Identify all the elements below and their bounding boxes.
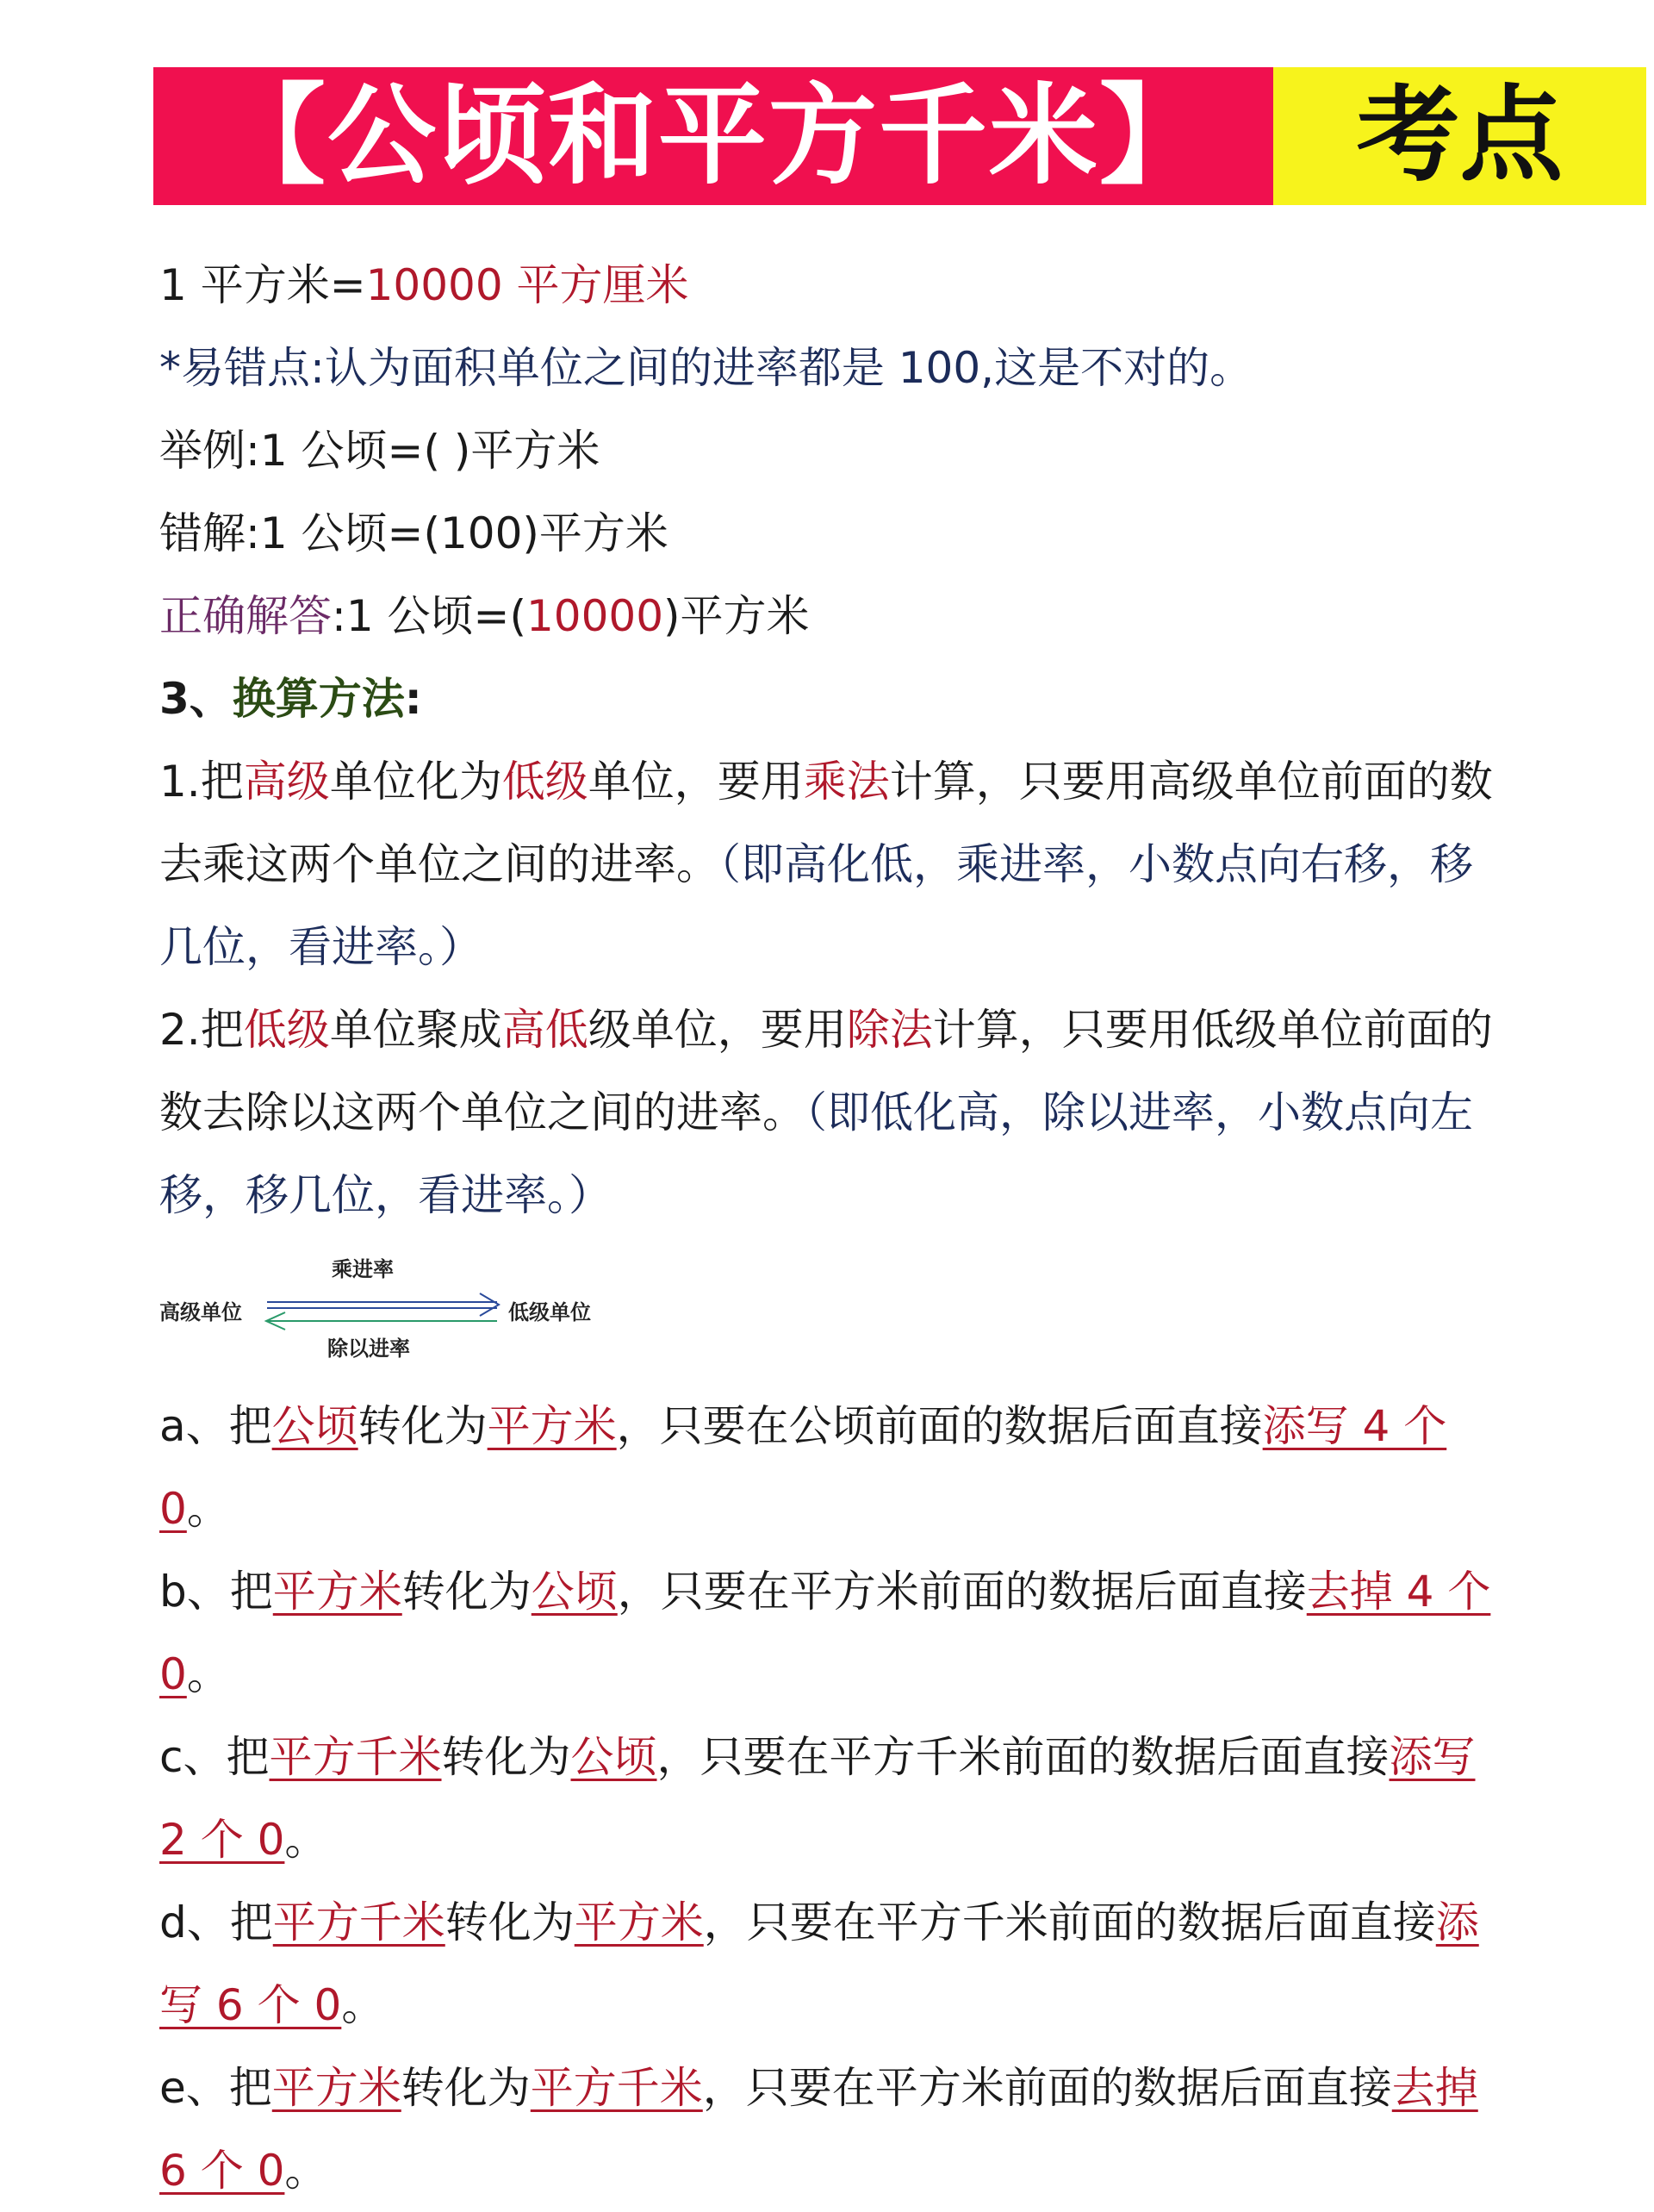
conv-e-rest: ，只要在平方米前面的数据后面直接 [702,2063,1392,2113]
section-colon: : [404,674,422,724]
m2-p5: 级单位，要用 [588,1005,847,1055]
conv-e-mid: 转化为 [401,2063,531,2113]
correct-value: 10000 [525,591,664,641]
header-title: 【公顷和平方千米】 [153,67,1273,205]
conv-b-to: 公顷 [531,1567,618,1617]
diagram-arrows [159,1243,521,1373]
fact-left: 1 平方米= [159,260,366,310]
conv-a-to: 平方米 [487,1401,617,1451]
m1-p3: 单位化为 [329,757,502,807]
section-heading [159,657,1503,740]
conv-a-rest: ，只要在公顷前面的数据后面直接 [616,1401,1263,1451]
conv-c-end: 。 [284,1815,328,1865]
arrow-right [267,1293,499,1316]
conv-d-from: 平方千米 [272,1897,445,1947]
conv-c-action: 添写 2 个 0 [159,1732,1476,1865]
conv-b-mid: 转化为 [401,1567,532,1617]
conv-a-mid: 转化为 [358,1401,488,1451]
method-2-paragraph [159,988,1503,1237]
m1-high: 高级 [243,757,330,807]
conversion-e [159,2047,1503,2212]
mistake-note [159,327,1503,409]
mistake-text: 易错点:认为面积单位之间的进率都是 100,这是不对的。 [181,343,1253,393]
conv-b-lead: b、把 [159,1567,273,1617]
diagram-right-label: 低级单位 [508,1299,591,1324]
m1-p1: 1.把 [159,757,244,807]
conv-d-mid: 转化为 [445,1897,575,1947]
fact-right: 10000 平方厘米 [365,260,689,310]
m1-p7: 计算，只要用高级单位前面的数去乘这两个单位之间的进率。 [159,757,1493,889]
conv-b-from: 平方米 [272,1567,402,1617]
conv-e-lead: e、把 [159,2063,272,2113]
m2-divide: 除法 [846,1005,933,1055]
conv-a-lead: a、把 [159,1401,272,1451]
arrow-left [266,1312,497,1330]
conv-c-rest: ，只要在平方千米前面的数据后面直接 [656,1732,1390,1782]
conv-c-to: 公顷 [570,1732,657,1782]
conversion-c [159,1716,1503,1881]
conv-a-end: 。 [186,1484,230,1534]
conversion-d [159,1881,1503,2047]
correct-answer-line [159,575,1503,657]
conv-c-lead: c、把 [159,1732,270,1782]
conversion-diagram [159,1243,1503,1373]
conv-b-end: 。 [186,1649,230,1699]
conv-e-action: 去掉 6 个 0 [159,2063,1478,2196]
m2-p3: 单位聚成 [329,1005,502,1055]
example-line: 举例:1 公顷=( )平方米 [159,426,600,476]
conv-d-action: 添写 6 个 0 [159,1897,1479,2030]
wrong-answer-line: 错解:1 公顷=(100)平方米 [159,508,668,558]
m1-p5: 单位，要用 [588,757,804,807]
correct-text-a: :1 公顷=( [332,591,526,641]
conv-d-to: 平方米 [574,1897,704,1947]
conv-c-from: 平方千米 [269,1732,442,1782]
conv-d-end: 。 [341,1980,385,2030]
section-title: 换算方法 [232,674,405,724]
conv-c-mid: 转化为 [441,1732,571,1782]
conv-b-action: 去掉 4 个 0 [159,1567,1491,1699]
header-tag: 考点 [1273,67,1646,205]
diagram-bottom-label: 除以进率 [327,1336,410,1361]
conv-d-rest: ，只要在平方千米前面的数据后面直接 [703,1897,1436,1947]
m1-low: 低级 [501,757,588,807]
m2-low: 低级 [243,1005,330,1055]
conv-a-action: 添写 4 个 0 [159,1401,1447,1534]
fact-line [159,244,1503,327]
conv-d-lead: d、把 [159,1897,273,1947]
m2-high: 高低 [501,1005,588,1055]
conv-e-end: 。 [284,2146,328,2196]
asterisk: * [159,343,181,393]
conv-e-from: 平方米 [271,2063,401,2113]
m2-note: （即低化高，除以进率，小数点向左移，移几位，看进率。） [159,1087,1473,1220]
document-body [159,244,1503,2212]
m1-note: （即高化低，乘进率，小数点向右移，移几位，看进率。） [159,839,1473,972]
m1-multiply: 乘法 [803,757,890,807]
method-1-paragraph [159,740,1503,988]
conv-b-rest: ，只要在平方米前面的数据后面直接 [617,1567,1307,1617]
m2-p7: 计算，只要用低级单位前面的数去除以这两个单位之间的进率。 [159,1005,1493,1137]
conversion-b [159,1550,1503,1716]
m2-p1: 2.把 [159,1005,244,1055]
conv-e-to: 平方千米 [530,2063,703,2113]
conversion-a [159,1385,1503,1550]
section-number: 3、 [159,674,233,724]
diagram-left-label: 高级单位 [159,1299,242,1324]
page-header [153,67,1646,205]
diagram-top-label: 乘进率 [332,1256,394,1281]
conv-a-from: 公顷 [271,1401,358,1451]
correct-label: 正确解答 [159,591,332,641]
correct-text-b: )平方米 [663,591,810,641]
